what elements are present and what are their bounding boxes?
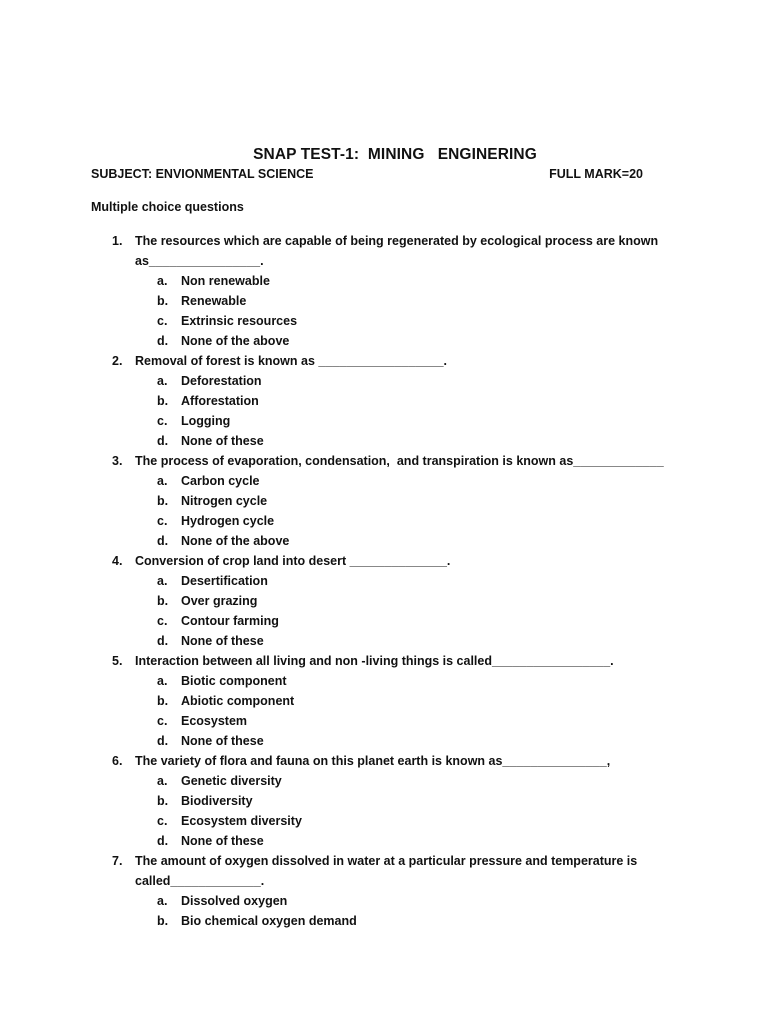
- option-letter: a.: [157, 674, 168, 688]
- document-title: SNAP TEST-1: MINING ENGINERING: [253, 146, 537, 163]
- answer-option: [0, 371, 768, 391]
- option-letter: a.: [157, 274, 168, 288]
- question-line: [0, 551, 768, 571]
- option-text: Bio chemical oxygen demand: [181, 914, 357, 928]
- answer-option: [0, 791, 768, 811]
- answer-option: [0, 771, 768, 791]
- option-letter: d.: [157, 634, 169, 648]
- answer-option: [0, 471, 768, 491]
- question-number: 7.: [112, 854, 123, 868]
- answer-option: [0, 611, 768, 631]
- answer-option: [0, 591, 768, 611]
- answer-option: [0, 731, 768, 751]
- answer-option: [0, 411, 768, 431]
- option-letter: b.: [157, 294, 169, 308]
- answer-option: [0, 891, 768, 911]
- option-text: Ecosystem: [181, 714, 248, 728]
- question-text: The resources which are capable of being regenerated by ecological process are known: [135, 234, 659, 248]
- question-number: 4.: [112, 554, 123, 568]
- option-letter: b.: [157, 494, 169, 508]
- answer-option: [0, 431, 768, 451]
- option-text: None of these: [181, 634, 264, 648]
- option-text: None of these: [181, 434, 264, 448]
- question-text: as________________.: [135, 254, 264, 268]
- option-text: Afforestation: [181, 394, 259, 408]
- question-line: [0, 871, 768, 891]
- option-text: Nitrogen cycle: [181, 494, 268, 508]
- answer-option: [0, 531, 768, 551]
- answer-option: [0, 331, 768, 351]
- option-text: Abiotic component: [181, 694, 295, 708]
- question-line: [0, 251, 768, 271]
- answer-option: [0, 631, 768, 651]
- option-letter: d.: [157, 534, 169, 548]
- option-text: Genetic diversity: [181, 774, 282, 788]
- section-heading: Multiple choice questions: [91, 200, 244, 214]
- option-letter: c.: [157, 514, 168, 528]
- option-letter: c.: [157, 614, 168, 628]
- question-text: Conversion of crop land into desert ______________.: [135, 554, 451, 568]
- option-letter: b.: [157, 594, 169, 608]
- option-letter: a.: [157, 894, 168, 908]
- answer-option: [0, 911, 768, 931]
- option-text: Dissolved oxygen: [181, 894, 288, 908]
- question-line: [0, 451, 768, 471]
- option-letter: d.: [157, 734, 169, 748]
- option-text: Hydrogen cycle: [181, 514, 275, 528]
- question-text: The amount of oxygen dissolved in water at a particular pressure and temperature is: [135, 854, 638, 868]
- question-text: Removal of forest is known as __________________.: [135, 354, 447, 368]
- question-line: [0, 351, 768, 371]
- option-text: None of the above: [181, 334, 290, 348]
- option-letter: c.: [157, 714, 168, 728]
- option-text: Deforestation: [181, 374, 262, 388]
- answer-option: [0, 291, 768, 311]
- answer-option: [0, 391, 768, 411]
- question-line: [0, 751, 768, 771]
- option-text: Biotic component: [181, 674, 287, 688]
- option-letter: c.: [157, 314, 168, 328]
- answer-option: [0, 831, 768, 851]
- question-number: 5.: [112, 654, 123, 668]
- question-list: [0, 231, 768, 931]
- question-line: [0, 851, 768, 871]
- option-text: Extrinsic resources: [181, 314, 298, 328]
- option-text: None of these: [181, 834, 264, 848]
- option-text: Non renewable: [181, 274, 270, 288]
- option-text: Over grazing: [181, 594, 258, 608]
- answer-option: [0, 571, 768, 591]
- answer-option: [0, 711, 768, 731]
- answer-option: [0, 671, 768, 691]
- answer-option: [0, 811, 768, 831]
- option-letter: b.: [157, 694, 169, 708]
- option-text: Carbon cycle: [181, 474, 260, 488]
- option-text: Logging: [181, 414, 231, 428]
- option-letter: a.: [157, 574, 168, 588]
- question-number: 3.: [112, 454, 123, 468]
- question-line: [0, 651, 768, 671]
- option-text: Ecosystem diversity: [181, 814, 302, 828]
- question-number: 2.: [112, 354, 123, 368]
- subject-row: [91, 167, 643, 181]
- answer-option: [0, 491, 768, 511]
- option-text: None of these: [181, 734, 264, 748]
- option-letter: d.: [157, 434, 169, 448]
- option-letter: c.: [157, 414, 168, 428]
- question-text: called_____________.: [135, 874, 265, 888]
- answer-option: [0, 691, 768, 711]
- option-text: Biodiversity: [181, 794, 253, 808]
- option-letter: a.: [157, 474, 168, 488]
- full-mark-label: FULL MARK=20: [549, 167, 643, 181]
- option-letter: d.: [157, 334, 169, 348]
- option-letter: a.: [157, 374, 168, 388]
- option-text: Renewable: [181, 294, 247, 308]
- question-line: [0, 231, 768, 251]
- question-number: 1.: [112, 234, 123, 248]
- question-text: The process of evaporation, condensation, and transpiration is known as_____________: [135, 454, 664, 468]
- answer-option: [0, 271, 768, 291]
- option-letter: b.: [157, 394, 169, 408]
- question-text: The variety of flora and fauna on this planet earth is known as_______________,: [135, 754, 611, 768]
- answer-option: [0, 311, 768, 331]
- option-letter: b.: [157, 914, 169, 928]
- answer-option: [0, 511, 768, 531]
- option-text: None of the above: [181, 534, 290, 548]
- option-letter: d.: [157, 834, 169, 848]
- option-text: Contour farming: [181, 614, 279, 628]
- question-text: Interaction between all living and non -living things is called_________________.: [135, 654, 614, 668]
- option-letter: c.: [157, 814, 168, 828]
- question-number: 6.: [112, 754, 123, 768]
- subject-label: SUBJECT: ENVIONMENTAL SCIENCE: [91, 167, 314, 181]
- option-text: Desertification: [181, 574, 268, 588]
- option-letter: b.: [157, 794, 169, 808]
- option-letter: a.: [157, 774, 168, 788]
